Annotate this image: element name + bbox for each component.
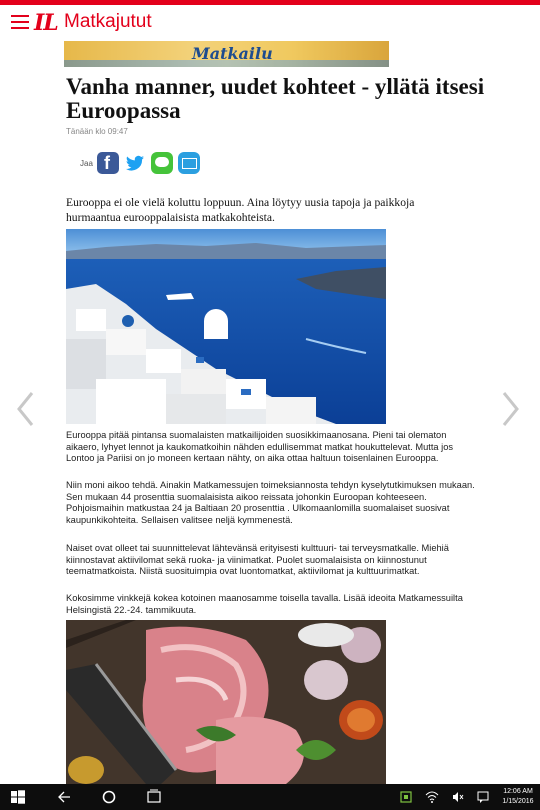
article-paragraph: Eurooppa pitää pintansa suomalaisten matkailijoiden suosikkimaanosana. Pieni tai olematon aikaero, lyhyet lennot ja kaukomatkoihin nähden edullisemmat matkat houkuttelevat. Mutta jos Lontoo ja Pariisi on jo moneen kertaan nähty, on aika ottaa haltuun toisenlainen Eurooppa.	[66, 430, 454, 464]
wifi-icon[interactable]	[425, 784, 439, 810]
clock-time: 12:06 AM	[503, 788, 533, 795]
banner-label: Matkailu	[192, 44, 273, 63]
article-paragraph: Niin moni aikoo tehdä. Ainakin Matkamessujen toimeksiannosta tehdyn kyselytutkimuksen mukaan. Sen mukaan 44 prosenttia suomalaisista aikoo reissata johonkin Euroopan kohteeseen. Pohjoismaihin matkustaa 24 ja Baltiaan 20 prosenttia . Ulkomaanlomilla suomalaiset suosivat kaupunkikohteita. Sellaisen valitsee neljä kymmenestä.	[66, 480, 475, 525]
article-headline: Vanha manner, uudet kohteet - yllätä itsesi Euroopassa	[66, 74, 485, 123]
volume-mute-icon[interactable]	[451, 784, 465, 810]
previous-article-icon[interactable]	[16, 391, 34, 427]
windows-taskbar	[0, 784, 540, 810]
hamburger-icon[interactable]	[11, 15, 29, 29]
tablet-icon[interactable]	[399, 784, 413, 810]
prosciutto-photo	[66, 620, 386, 784]
article-timestamp: Tänään klo 09:47	[66, 127, 128, 136]
article-paragraph: Kokosimme vinkkejä kokea kotoinen maanosamme toisella tavalla. Lisää ideoita Matkamessuilta Helsingistä 22.-24. tammikuuta.	[66, 593, 463, 615]
clock-date: 1/15/2016	[502, 797, 534, 805]
share-label: Jaa	[80, 159, 93, 168]
app-title: Matkajutut	[64, 11, 152, 32]
section-banner[interactable]	[64, 41, 389, 67]
task-view-icon[interactable]	[145, 784, 163, 810]
action-center-icon[interactable]	[476, 784, 490, 810]
header-accent-line	[0, 0, 540, 5]
back-icon[interactable]	[55, 784, 73, 810]
article-paragraph: Naiset ovat olleet tai suunnittelevat lähtevänsä erityisesti kulttuuri- tai terveysmatkalle. Miehiä kiinnostavat aktiivilomat sekä ruoka- ja viinimatkat. Puolet suomalaisista on kiinnostunut teematmatkoista. Niistä suosituimpia ovat luontomatkat, aktiivilomat ja kulttuurimatkat.	[66, 543, 449, 577]
app-header	[0, 0, 540, 42]
facebook-icon[interactable]	[97, 152, 119, 174]
windows-start-icon[interactable]	[8, 784, 28, 810]
message-icon[interactable]	[151, 152, 173, 174]
mail-icon[interactable]	[178, 152, 200, 174]
twitter-icon[interactable]	[124, 152, 146, 174]
next-article-icon[interactable]	[502, 391, 520, 427]
cortana-icon[interactable]	[100, 784, 118, 810]
article-lead: Eurooppa ei ole vielä koluttu loppuun. Aina löytyy uusia tapoja ja paikkoja hurmaantua eurooppalaisista matkakohteista.	[66, 196, 415, 224]
santorini-photo	[66, 229, 386, 424]
brand-logo[interactable]: IL	[34, 10, 58, 36]
taskbar-clock[interactable]	[497, 787, 539, 806]
